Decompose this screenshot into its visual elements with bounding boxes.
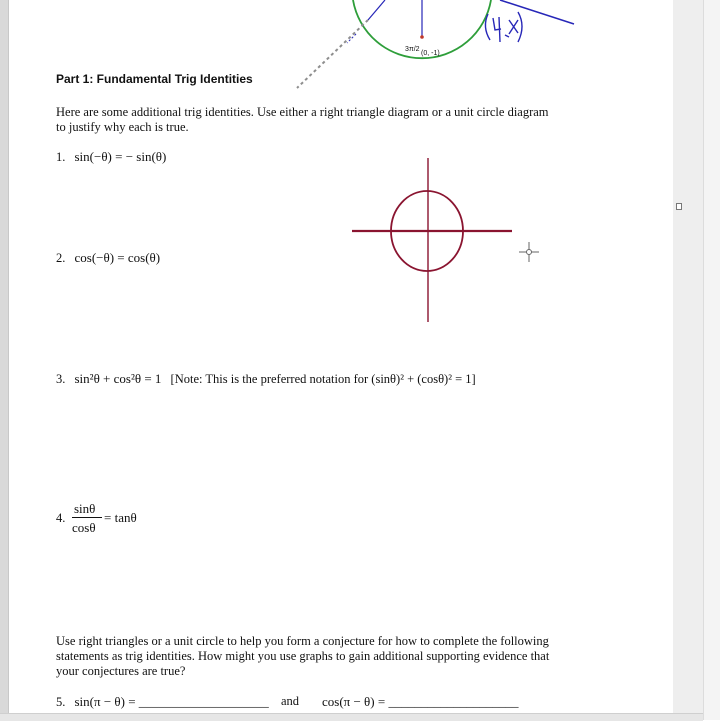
handwritten-yx [485,12,522,42]
intro-line-2: to justify why each is true. [56,120,189,134]
identity-1 [56,149,166,165]
point-label [421,46,440,61]
dashed-ray [297,20,368,88]
item-5 [56,694,269,710]
conjecture-line-3: your conjectures are true? [56,664,186,678]
part1-title: Part 1: Fundamental Trig Identities [56,72,253,86]
identity-4-numerator: sinθ [74,501,96,516]
fraction-bar [72,517,102,518]
identity-1-expr: sin(−θ) = − sin(θ) [74,149,167,164]
identity-4-number: 4. [56,511,66,525]
identity-3-expr: sin²θ + cos²θ = 1 [74,371,162,386]
conjecture-line-1: Use right triangles or a unit circle to help you form a conjecture for how to complete the following [56,634,549,648]
identity-2-number: 2. [56,251,66,265]
identity-4-rhs: = tanθ [104,510,137,525]
vertical-scrollbar[interactable] [703,0,720,720]
intro-line-1: Here are some additional trig identities. Use either a right triangle diagram or a unit circle diagram [56,105,549,119]
angle-label-text: 3π/2 [405,46,420,53]
blue-diagonal [368,0,385,20]
point-dot [420,35,424,39]
point-label-text: (0, -1) [421,50,440,57]
identity-1-number: 1. [56,150,66,164]
identity-4-denominator: cosθ [72,520,96,535]
item-5-left: sin(π − θ) = ____________________ [74,694,269,709]
identity-3-note: [Note: This is the preferred notation for (sinθ)² + (cosθ)² = 1] [170,372,476,386]
angle-label [405,42,420,57]
right-gutter [673,0,703,720]
identity-3-number: 3. [56,372,66,386]
identity-3 [56,371,476,387]
identity-2-expr: cos(−θ) = cos(θ) [74,250,161,265]
margin-handle[interactable] [676,203,682,210]
blue-line [500,0,574,24]
identity-2 [56,250,160,266]
item-5-number: 5. [56,695,66,709]
item-5-right: cos(π − θ) = ____________________ [322,694,519,709]
conjecture-line-2: statements as trig identities. How might you use graphs to gain additional supporting evidence that [56,649,550,663]
item-5-and: and [281,694,300,708]
